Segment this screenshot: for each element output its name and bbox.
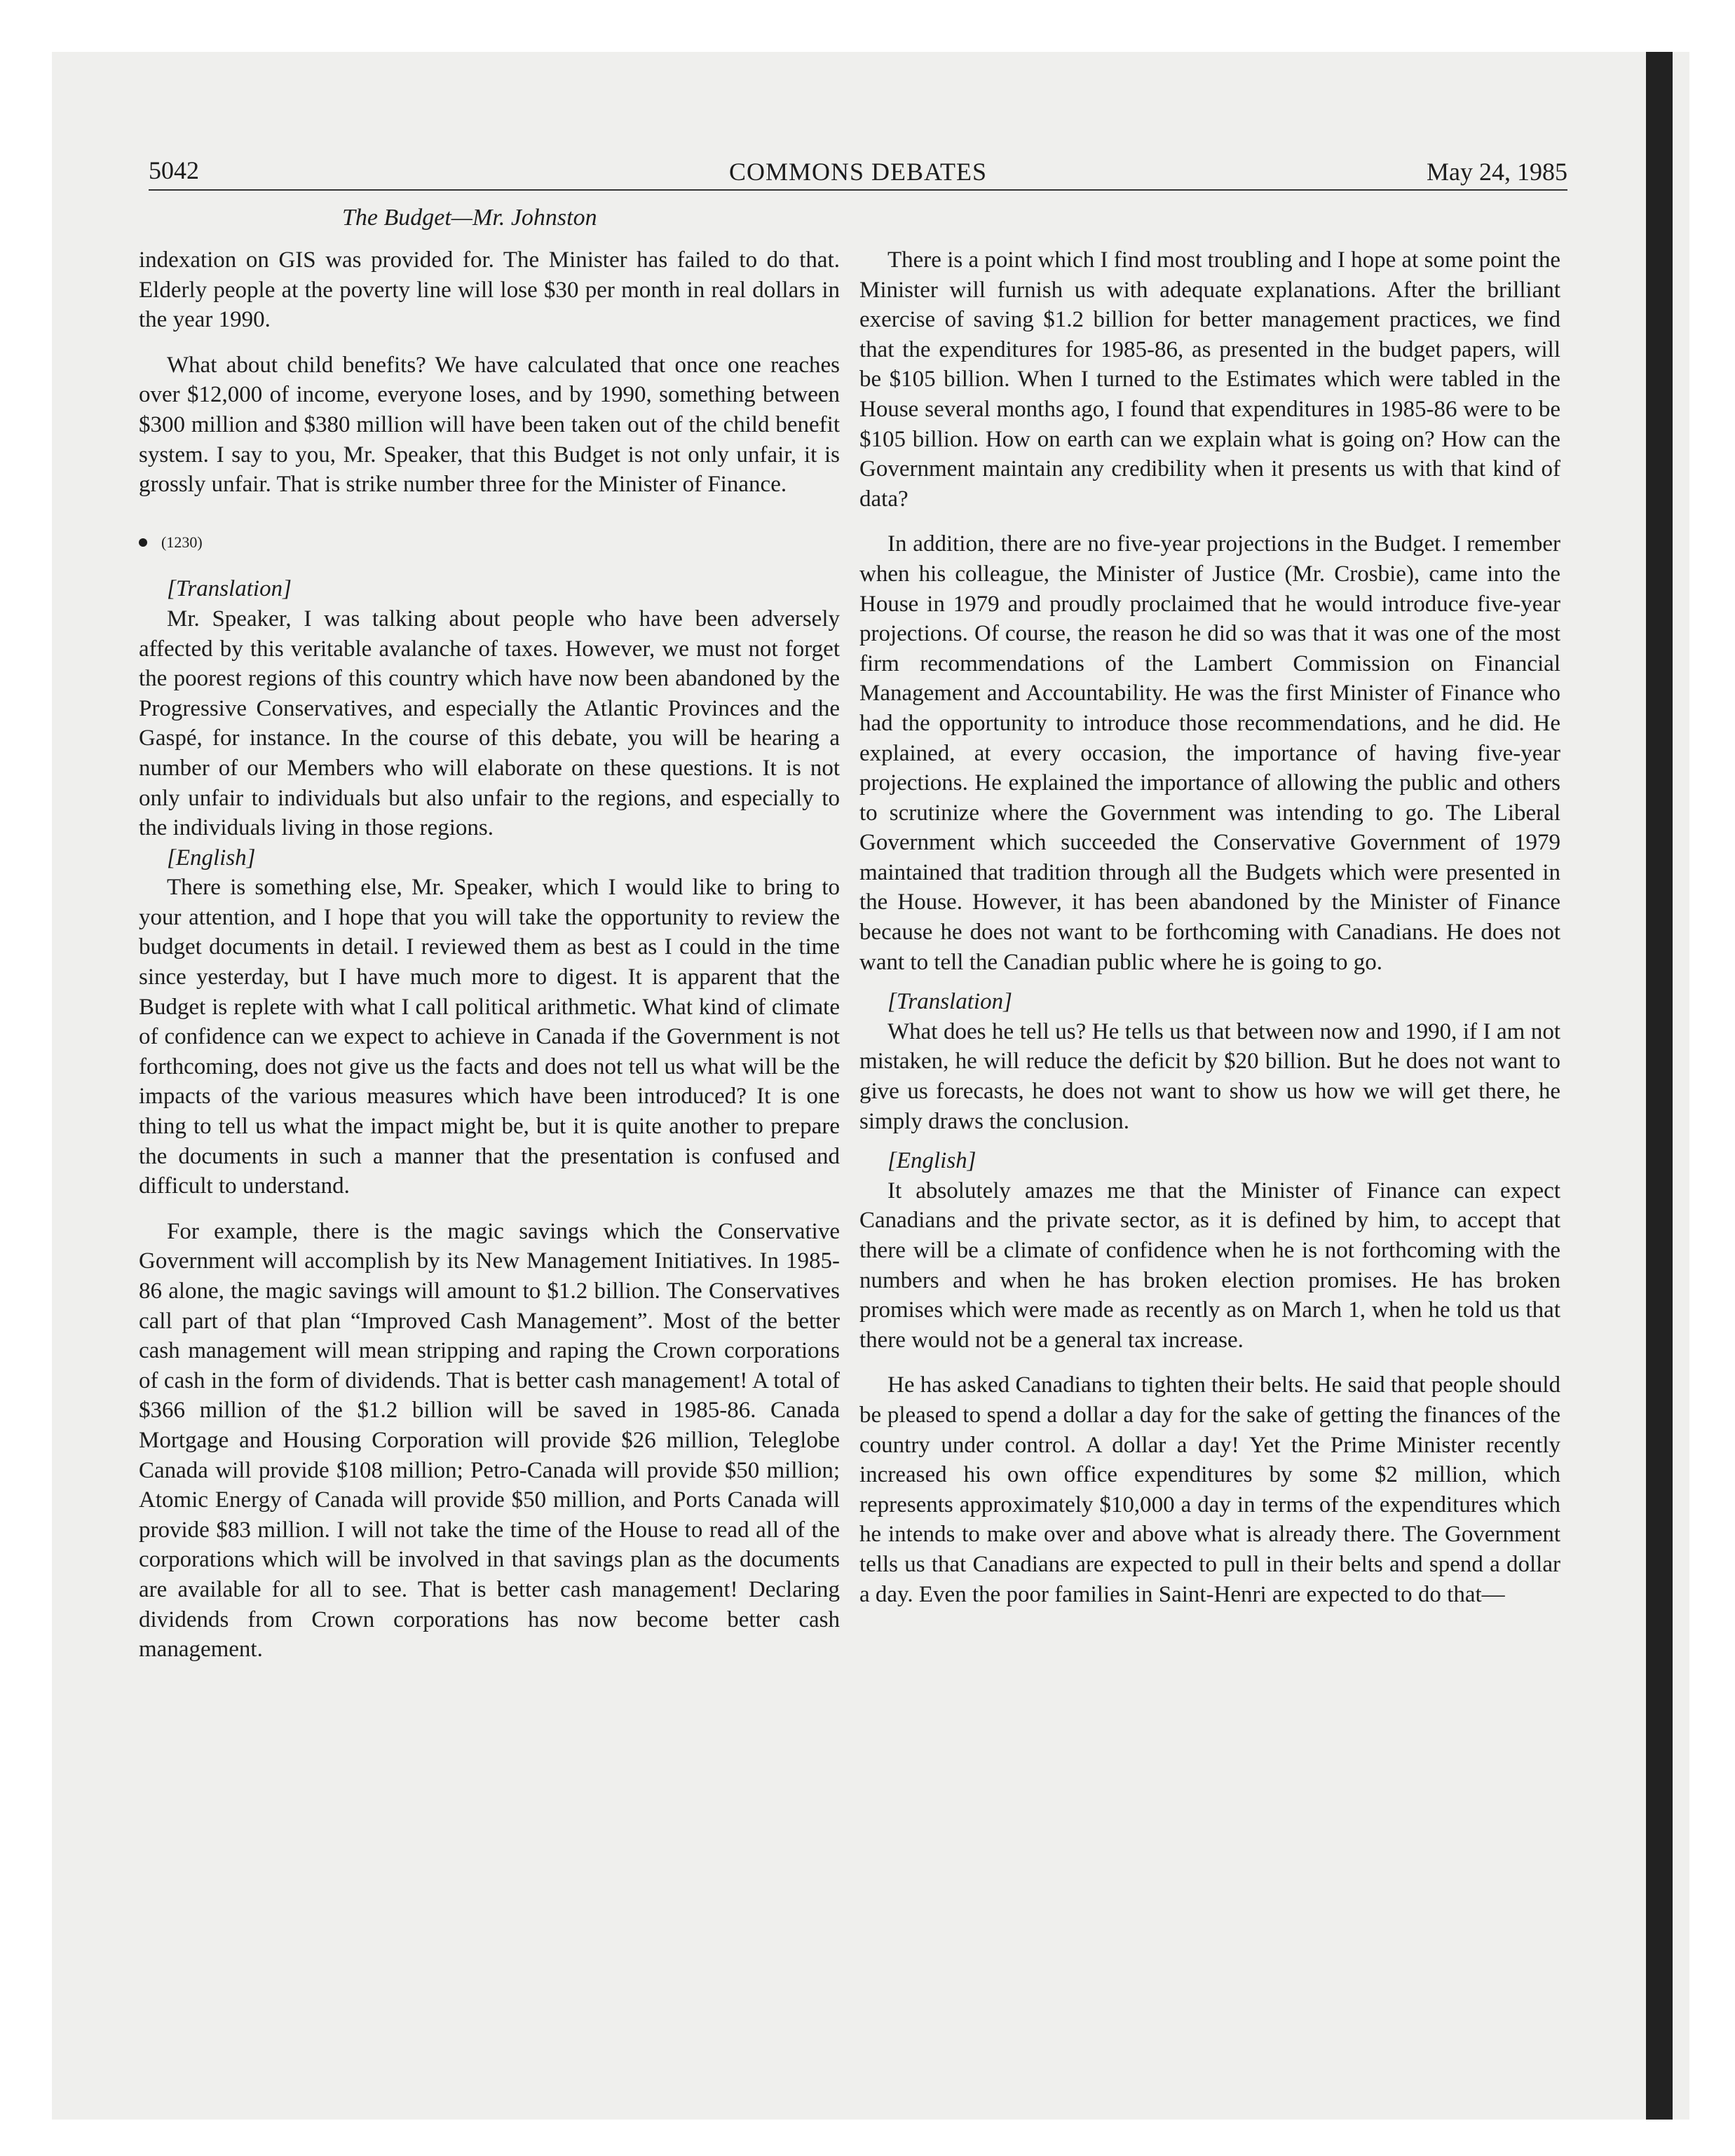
paragraph: indexation on GIS was provided for. The Minister has failed to do that. Elderly people at the poverty line will lose $30 per month in real dollars in the year 1990.	[139, 247, 840, 333]
left-column	[139, 245, 840, 1665]
paragraph: He has asked Canadians to tighten their belts. He said that people should be pleased to spend a dollar a day for the sake of getting the finances of the country under control. A dollar a day! Yet the Prime Minister recently increased his own office expenditures by some $2 million, which represents approximately $10,000 a day in terms of the expenditures which he intends to make over and above what is already there. The Government tells us that Canadians are expected to pull in their belts and spend a dollar a day. Even the poor families in Saint-Henri are expected to do that—	[859, 1372, 1560, 1607]
bullet-icon	[139, 538, 147, 547]
paragraph: It absolutely amazes me that the Minister of Finance can expect Canadians and the private sector, as it is defined by him, to accept that there will be a climate of confidence when he is not forthcoming with the numbers and when he has broken election promises. He has broken promises which were made as recently as on March 1, when he told us that there would not be a general tax increase.	[859, 1178, 1560, 1353]
right-column	[859, 245, 1560, 1609]
page-header	[149, 147, 1567, 191]
paragraph: For example, there is the magic savings which the Conservative Government will accomplish by its New Management Initiatives. In 1985-86 alone, the magic savings will amount to $1.2 billion. The Conservatives call part of that plan “Improved Cash Management”. Most of the better cash management will mean stripping and raping the Crown corporations of cash in the form of dividends. That is better cash management! A total of $366 million of the $1.2 billion will be saved in 1985-86. Canada Mortgage and Housing Corporation will provide $26 million, Teleglobe Canada will provide $108 million; Petro-Canada will provide $50 million; Atomic Energy of Canada will provide $50 million, and Ports Canada will provide $83 million. I will not take the time of the House to read all of the corporations which will be involved in that savings plan as the documents are available for all to see. That is better cash management! Declaring dividends from Crown corporations has now become better cash management.	[139, 1218, 840, 1663]
language-note: [English]	[887, 1148, 977, 1174]
scan-edge-bar	[1646, 52, 1673, 2120]
language-note: [English]	[167, 845, 256, 871]
language-note: [Translation]	[167, 576, 292, 602]
paragraph: What does he tell us? He tells us that between now and 1990, if I am not mistaken, he will reduce the deficit by $20 billion. But he does not want to give us forecasts, he does not want to show us how we will get there, he simply draws the conclusion.	[859, 1018, 1560, 1134]
time-marker	[139, 528, 840, 558]
paragraph: There is something else, Mr. Speaker, which I would like to bring to your attention, and I hope that you will take the opportunity to review the budget documents in detail. I reviewed them as best as I could in the time since yesterday, but I have much more to digest. It is apparent that the Budget is replete with what I call political arithmetic. What kind of climate of confidence can we expect to achieve in Canada if the Government is not forthcoming, does not give us the facts and does not tell us what will be the impacts of the various measures which have been introduced? It is one thing to tell us what the impact might be, but it is quite another to prepare the documents in such a manner that the presentation is confused and difficult to understand.	[139, 875, 840, 1199]
paragraph: There is a point which I find most troubling and I hope at some point the Minister will furnish us with adequate explanations. After the brilliant exercise of saving $1.2 billion for better management practices, we find that the expenditures for 1985-86, as presented in the budget papers, will be $105 billion. When I turned to the Estimates which were tabled in the House several months ago, I found that expenditures in 1985-86 were to be $105 billion. How on earth can we explain what is going on? How can the Government maintain any credibility when it presents us with that kind of data?	[859, 247, 1560, 512]
time-marker-label: (1230)	[161, 533, 203, 551]
paragraph: Mr. Speaker, I was talking about people who have been adversely affected by this veritable avalanche of taxes. However, we must not forget the poorest regions of this country which have now been abandoned by the Progressive Conservatives, and especially the Atlantic Provinces and the Gaspé, for instance. In the course of this debate, you will be hearing a number of our Members who will elaborate on these questions. It is not only unfair to individuals but also unfair to the regions, and especially to the individuals living in those regions.	[139, 606, 840, 841]
paragraph: What about child benefits? We have calculated that once one reaches over $12,000 of income, everyone loses, and by 1990, something between $300 million and $380 million will have been taken out of the child benefit system. I say to you, Mr. Speaker, that this Budget is not only unfair, it is grossly unfair. That is strike number three for the Minister of Finance.	[139, 352, 840, 498]
page-date: May 24, 1985	[1427, 158, 1567, 186]
page-number: 5042	[149, 156, 199, 184]
language-note: [Translation]	[887, 989, 1012, 1015]
publication-title: COMMONS DEBATES	[728, 158, 988, 186]
running-head: The Budget—Mr. Johnston	[342, 205, 597, 231]
paragraph: In addition, there are no five-year projections in the Budget. I remember when his colleague, the Minister of Justice (Mr. Crosbie), came into the House in 1979 and proudly proclaimed that he would introduce five-year projections. Of course, the reason he did so was that it was one of the most firm recommendations of the Lambert Commission on Financial Management and Accountability. He was the first Minister of Finance who had the opportunity to introduce those recommendations, and he did. He explained, at every occasion, the importance of having five-year projections. He explained the importance of allowing the public and others to scrutinize where the Government was intending to go. The Liberal Government which succeeded the Conservative Government of 1979 maintained that tradition through all the Budgets which were presented in the House. However, it has been abandoned by the Minister of Finance because he does not want to be forthcoming with Canadians. He does not want to tell the Canadian public where he is going to go.	[859, 531, 1560, 975]
